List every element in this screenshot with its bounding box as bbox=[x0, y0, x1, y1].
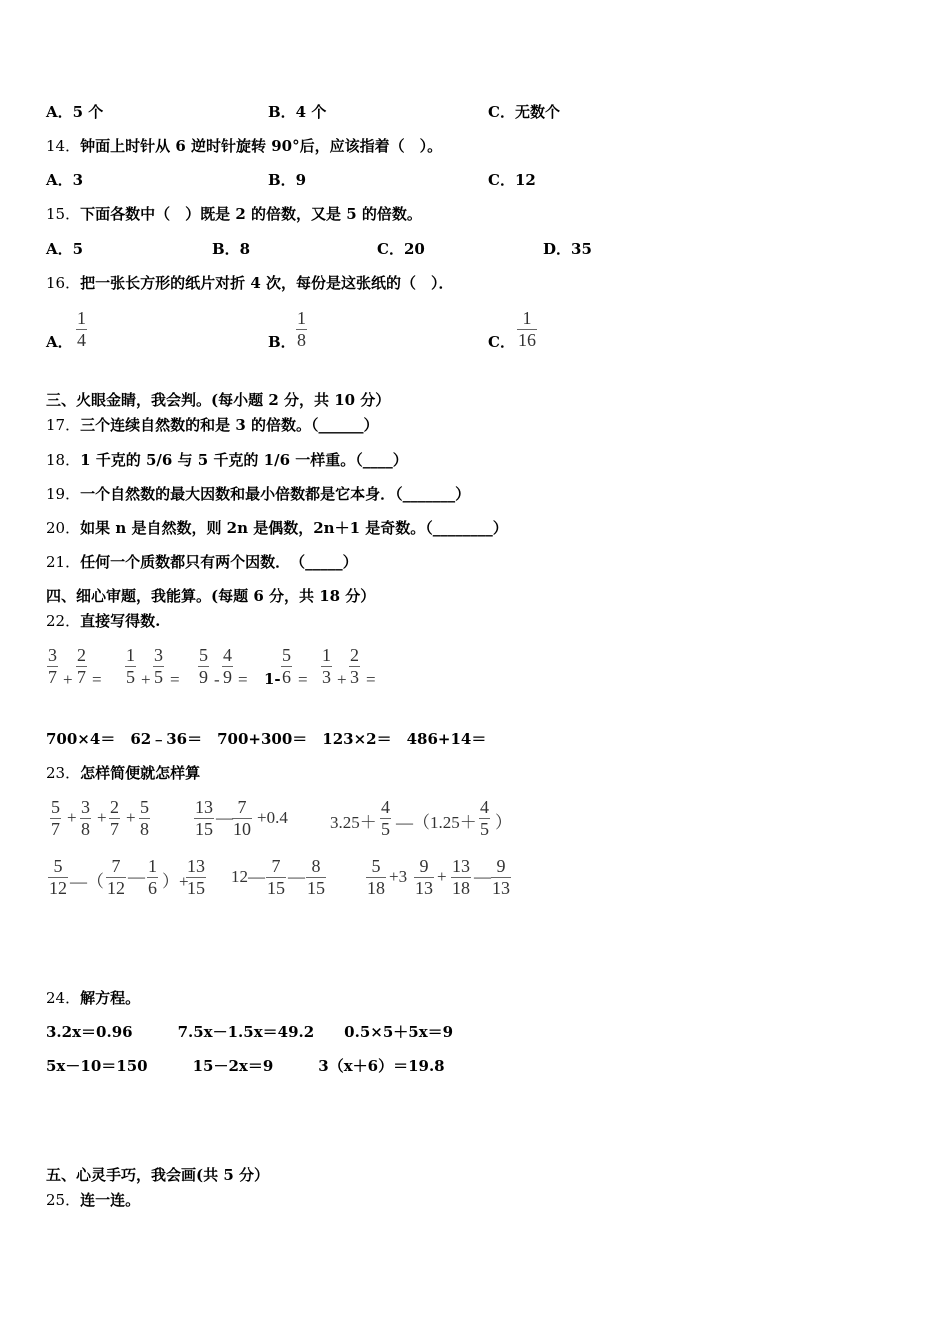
q23-e6-op2: + bbox=[437, 867, 447, 886]
q23-e3-pre: 3.25＋ bbox=[330, 813, 377, 832]
question-22: 22．直接写得数. bbox=[46, 612, 161, 630]
question-text: 下面各数中（ ）既是 2 的倍数，又是 5 的倍数。 bbox=[80, 205, 422, 223]
q23-e2-a: 13 15 bbox=[195, 797, 213, 839]
q23-e6-a: 5 18 bbox=[367, 856, 385, 898]
q22-f4-a: 5 6 bbox=[282, 645, 291, 687]
q23-e1-op: + bbox=[126, 808, 136, 827]
q23-e3-post: ） bbox=[495, 813, 512, 832]
question-25: 25．连一连。 bbox=[46, 1191, 141, 1209]
q23-e4-b: 7 12 bbox=[107, 856, 125, 898]
q22-f3-op: - bbox=[214, 670, 220, 689]
q23-e6-b: 9 13 bbox=[415, 856, 433, 898]
question-23: 23．怎样简便就怎样算 bbox=[46, 764, 201, 782]
question-number: 14． bbox=[46, 137, 81, 155]
q22-f2-b: 3 5 bbox=[154, 645, 163, 687]
q22-f1-op: + bbox=[63, 670, 73, 689]
q23-e6-op3: — bbox=[474, 867, 491, 886]
question-text: 钟面上时针从 6 逆时针旋转 90°后，应该指着（ ）。 bbox=[80, 137, 443, 155]
q22-f5-b: 2 3 bbox=[350, 645, 359, 687]
q22-f4-eq: = bbox=[298, 670, 308, 689]
q22-f1-b: 2 7 bbox=[77, 645, 86, 687]
section-3-title: 三、火眼金睛，我会判。(每小题 2 分，共 10 分） bbox=[46, 391, 391, 409]
q22-calc-row: 700×4＝ 62﹣36＝ 700+300＝ 123×2＝ 486+14＝ bbox=[46, 730, 487, 748]
q23-e3-mid: —（1.25＋ bbox=[396, 813, 477, 832]
question-16 bbox=[46, 273, 453, 293]
q22-f5-a: 1 3 bbox=[322, 645, 331, 687]
q23-e1-frac-4: 5 8 bbox=[140, 797, 149, 839]
q22-f2-op: + bbox=[141, 670, 151, 689]
q22-f1-a: 3 7 bbox=[48, 645, 57, 687]
q23-e4-op: — bbox=[128, 867, 145, 886]
question-number: 16． bbox=[46, 274, 81, 292]
q13-option-b: B．4 个 bbox=[268, 103, 327, 121]
q13-option-c: C．无数个 bbox=[488, 103, 560, 121]
q24-equations-row-1: 3.2x＝0.96 7.5x－1.5x＝49.2 0.5×5＋5x＝9 bbox=[46, 1023, 454, 1041]
q15-option-a: A．5 bbox=[46, 240, 84, 258]
q16-option-c: C． bbox=[488, 333, 515, 351]
q22-f1-eq: = bbox=[92, 670, 102, 689]
q22-f3-eq: = bbox=[238, 670, 248, 689]
section-5-title: 五、心灵手巧，我会画(共 5 分） bbox=[46, 1166, 269, 1184]
q16-option-a: A． bbox=[46, 333, 73, 351]
q23-e5-op: — bbox=[288, 867, 305, 886]
q16-fraction-c: 1 16 bbox=[518, 308, 536, 350]
question-17: 17．三个连续自然数的和是 3 的倍数。（______） bbox=[46, 416, 379, 434]
q22-f2-eq: = bbox=[170, 670, 180, 689]
q22-f3-a: 5 9 bbox=[199, 645, 208, 687]
q23-e6-e: 9 13 bbox=[492, 856, 510, 898]
q23-e1-frac-2: 3 8 bbox=[81, 797, 90, 839]
section-4-title: 四、细心审题，我能算。(每题 6 分，共 18 分） bbox=[46, 587, 376, 605]
question-18: 18．1 千克的 5/6 与 5 千克的 1/6 一样重。（____） bbox=[46, 451, 408, 469]
question-24: 24．解方程。 bbox=[46, 989, 141, 1007]
q23-e4-c: 1 6 bbox=[148, 856, 157, 898]
q23-e4-e: 13 15 bbox=[187, 856, 205, 898]
q15-option-d: D．35 bbox=[543, 240, 592, 258]
q23-e6-c: 13 18 bbox=[452, 856, 470, 898]
q16-fraction-b: 1 8 bbox=[297, 308, 306, 350]
q22-f4-pre: 1- bbox=[264, 670, 281, 688]
q15-option-c: C．20 bbox=[377, 240, 425, 258]
q15-option-b: B．8 bbox=[212, 240, 251, 258]
question-text: 把一张长方形的纸片对折 4 次，每份是这张纸的（ ）． bbox=[80, 274, 454, 292]
q22-f5-eq: = bbox=[366, 670, 376, 689]
q23-e3-a: 4 5 bbox=[381, 797, 390, 839]
q23-e1-frac-1: 5 7 bbox=[51, 797, 60, 839]
q16-fraction-a: 1 4 bbox=[77, 308, 86, 350]
q23-e5-a: 7 15 bbox=[267, 856, 285, 898]
q23-e3-b: 4 5 bbox=[480, 797, 489, 839]
q16-option-b: B． bbox=[268, 333, 296, 351]
question-21: 21．任何一个质数都只有两个因数． （_____） bbox=[46, 553, 358, 571]
q24-equations-row-2: 5x－10＝150 15－2x＝9 3（x＋6）＝19.8 bbox=[46, 1057, 445, 1075]
q23-e4-a: 5 12 bbox=[49, 856, 67, 898]
q22-f5-op: + bbox=[337, 670, 347, 689]
q23-e5-b: 8 15 bbox=[307, 856, 325, 898]
question-14 bbox=[46, 136, 442, 156]
q23-e1-op: + bbox=[97, 808, 107, 827]
q23-e5-pre: 12— bbox=[231, 867, 265, 886]
q13-option-a: A．5 个 bbox=[46, 103, 104, 121]
question-19: 19．一个自然数的最大因数和最小倍数都是它本身．（_______） bbox=[46, 485, 471, 503]
question-number: 15． bbox=[46, 205, 81, 223]
q23-e2-op: — bbox=[216, 808, 233, 827]
q23-e6-op1: +3 bbox=[389, 867, 408, 886]
question-20: 20．如果 n 是自然数，则 2n 是偶数，2n＋1 是奇数。（________） bbox=[46, 519, 508, 537]
q23-e2-tail: +0.4 bbox=[257, 808, 288, 827]
q23-e1-frac-3: 2 7 bbox=[110, 797, 119, 839]
q14-option-a: A．3 bbox=[46, 171, 84, 189]
q14-option-c: C．12 bbox=[488, 171, 536, 189]
q23-e4-post: ）+ bbox=[162, 872, 189, 891]
q23-e2-b: 7 10 bbox=[233, 797, 251, 839]
q14-option-b: B．9 bbox=[268, 171, 307, 189]
question-15 bbox=[46, 204, 422, 224]
q22-f3-b: 4 9 bbox=[223, 645, 232, 687]
q22-f2-a: 1 5 bbox=[126, 645, 135, 687]
q23-e1-op: + bbox=[67, 808, 77, 827]
q23-e4-mid: —（ bbox=[70, 872, 104, 891]
